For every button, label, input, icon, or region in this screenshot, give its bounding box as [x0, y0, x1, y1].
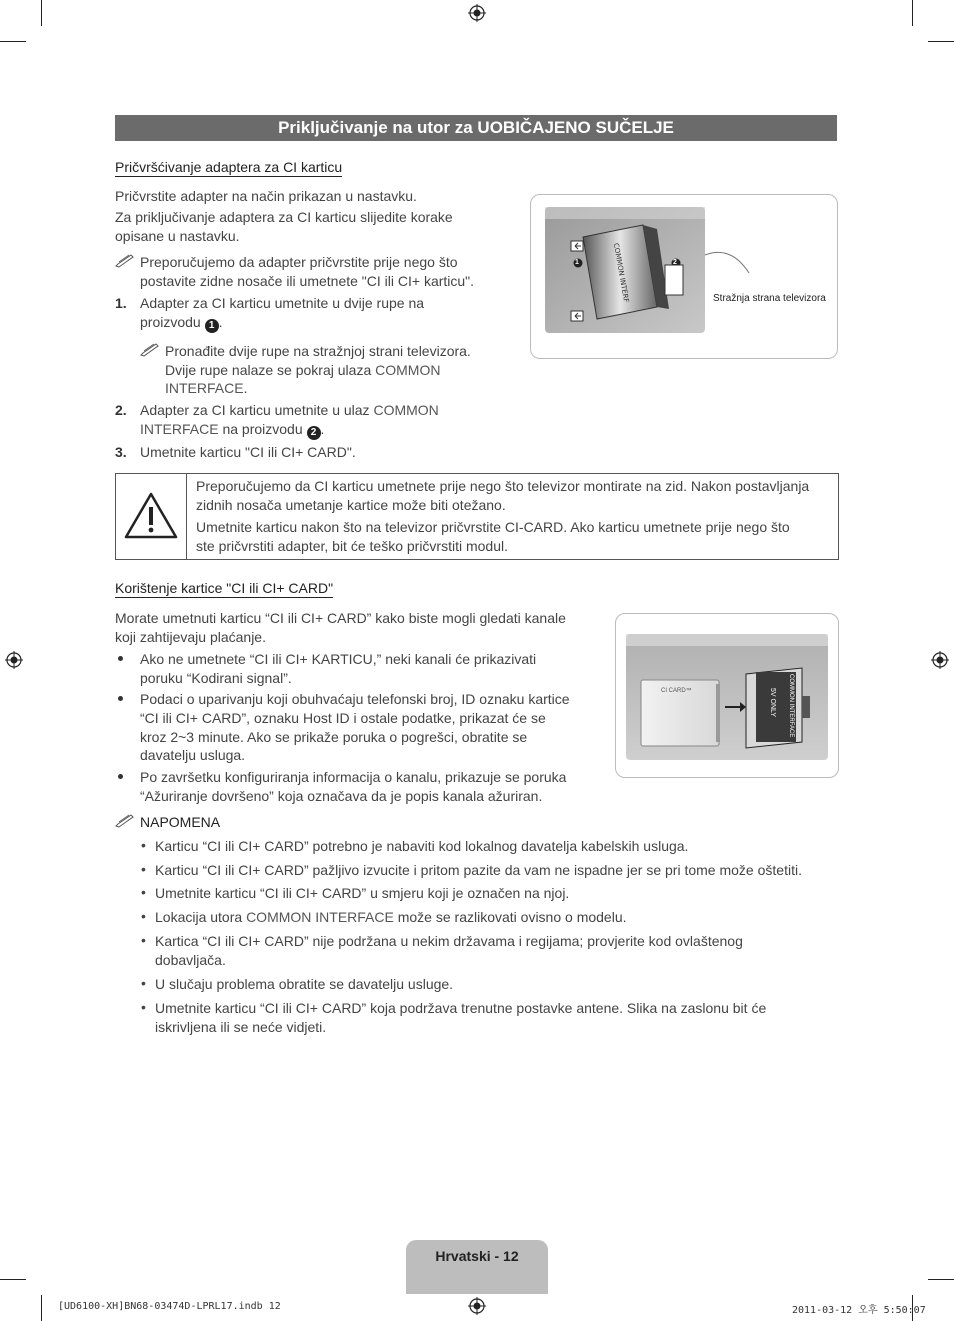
module-label: 5V ONLY — [769, 688, 776, 718]
step-text: Adapter za CI karticu umetnite u ulaz COMMON — [140, 402, 439, 418]
note-item: Karticu “CI ili CI+ CARD” pažljivo izvucite i pritom pazite da vam ne ispadne jer se pri tome može oštetiti. — [155, 862, 802, 878]
note-text: Dvije rupe nalaze se pokraj ulaza COMMON — [165, 362, 441, 378]
adapter-illustration — [531, 195, 837, 358]
fig-marker-1: 1 — [575, 259, 579, 266]
paragraph: Pričvrstite adapter na način prikazan u nastavku. — [115, 188, 417, 204]
bullet — [118, 696, 123, 701]
bullet: • — [141, 861, 146, 877]
warning-box — [115, 473, 839, 560]
figure-caption: Stražnja strana televizora — [713, 293, 826, 304]
paragraph: Za priključivanje adaptera za CI karticu slijedite korake — [115, 209, 453, 225]
pencil-note-icon — [115, 814, 135, 828]
note-item: U slučaju problema obratite se davatelju usluge. — [155, 976, 454, 992]
warning-text: Preporučujemo da CI karticu umetnete prije nego što televizor montirate na zid. Nakon postavljanja — [196, 478, 810, 494]
pencil-note-icon — [140, 343, 160, 357]
note-item: Umetnite karticu “CI ili CI+ CARD” u smjeru koji je označen na njoj. — [155, 885, 570, 901]
note-item: iskrivljena ili se neće vidjeti. — [155, 1019, 327, 1035]
bullet: • — [141, 884, 146, 900]
module-label: COMMON INTERFACE — [788, 674, 794, 738]
step-text: proizvodu 1 . — [140, 314, 223, 331]
figure-ci-card — [615, 613, 839, 778]
paragraph: opisane u nastavku. — [115, 228, 240, 244]
note-text: Pronađite dvije rupe na stražnjoj strani televizora. — [165, 343, 471, 359]
warning-text: Umetnite karticu nakon što na televizor pričvrstite CI-CARD. Ako karticu umetnete prije nego što — [196, 519, 790, 535]
page-number-tab — [406, 1240, 548, 1294]
step-text: Adapter za CI karticu umetnite u dvije rupe na — [140, 295, 425, 311]
crop-mark — [912, 0, 913, 26]
marker-2: 2 — [307, 426, 321, 440]
bullet: • — [141, 932, 146, 948]
bullet-text: Podaci o uparivanju koji obuhvaćaju telefonski broj, ID oznaku kartice — [140, 691, 570, 707]
pencil-note-icon — [115, 254, 135, 268]
crop-mark — [928, 41, 954, 42]
note-text: Preporučujemo da adapter pričvrstite prije nego što — [140, 254, 458, 270]
file-info: [UD6100-XH]BN68-03474D-LPRL17.indb 12 — [58, 1301, 281, 1312]
marker-1: 1 — [205, 319, 219, 333]
bullet: • — [141, 999, 146, 1015]
note-heading: NAPOMENA — [140, 814, 221, 830]
bullet-text: poruku “Kodirani signal”. — [140, 670, 292, 686]
step-number: 3. — [115, 444, 127, 460]
paragraph: koji zahtijevaju plaćanje. — [115, 629, 266, 645]
bullet-text: kroz 2~3 minute. Ako se prikaže poruka o pogrešci, obratite se — [140, 729, 528, 745]
bullet — [118, 656, 123, 661]
bullet-text: Po završetku konfiguriranja informacija o kanalu, prikazuje se poruka — [140, 769, 567, 785]
note-item: Kartica “CI ili CI+ CARD” nije podržana u nekim državama i regijama; provjerite kod ovlaštenog — [155, 933, 743, 949]
note-item: Umetnite karticu “CI ili CI+ CARD” koja podržava trenutne postavke antene. Slika na zaslonu bit će — [155, 1000, 767, 1016]
warning-divider — [186, 474, 187, 559]
bullet: • — [141, 837, 146, 853]
step-number: 2. — [115, 402, 127, 418]
note-item: dobavljača. — [155, 952, 226, 968]
note-item: Lokacija utora COMMON INTERFACE može se razlikovati ovisno o modelu. — [155, 909, 627, 925]
card-label: CI CARD™ — [661, 688, 692, 694]
registration-mark-icon — [468, 1297, 486, 1315]
step-text: INTERFACE na proizvodu 2 . — [140, 421, 325, 438]
bullet-text: “Ažuriranje dovršeno” koja označava da je popis kanala ažuriran. — [140, 788, 543, 804]
bullet: • — [141, 908, 146, 924]
step-text: Umetnite karticu "CI ili CI+ CARD". — [140, 444, 356, 460]
section-heading: Korištenje kartice "CI ili CI+ CARD" — [115, 580, 334, 596]
bullet-text: “CI ili CI+ CARD”, oznaku Host ID i ostale podatke, prikazat će se — [140, 710, 546, 726]
paragraph: Morate umetnuti karticu “CI ili CI+ CARD” kako biste mogli gledati kanale — [115, 610, 566, 626]
ci-card-illustration — [616, 614, 838, 777]
fig-marker-2: 2 — [673, 259, 677, 266]
date-info: 2011-03-12 오후 5:50:07 — [792, 1305, 926, 1316]
crop-mark — [928, 1279, 954, 1280]
note-text: INTERFACE. — [165, 380, 248, 396]
page-title: Priključivanje na utor za UOBIČAJENO SUČELJE — [115, 115, 837, 141]
crop-mark — [0, 1279, 26, 1280]
note-item: Karticu “CI ili CI+ CARD” potrebno je nabaviti kod lokalnog davatelja kabelskih usluga. — [155, 838, 689, 854]
registration-mark-icon — [468, 4, 486, 22]
adapter-engraving: COMMON INTERF — [611, 242, 631, 304]
warning-text: ste pričvrstiti adapter, bit će teško pričvrstiti modul. — [196, 538, 508, 554]
crop-mark — [0, 41, 26, 42]
crop-mark — [41, 0, 42, 26]
page-label: Hrvatski - 12 — [435, 1248, 519, 1264]
bullet-text: davatelju usluga. — [140, 747, 246, 763]
step-number: 1. — [115, 295, 127, 311]
bullet — [118, 774, 123, 779]
figure-adapter — [530, 194, 838, 359]
warning-triangle-icon — [124, 491, 178, 539]
registration-mark-icon — [931, 651, 949, 669]
registration-mark-icon — [5, 651, 23, 669]
bullet-text: Ako ne umetnete “CI ili CI+ KARTICU,” neki kanali će prikazivati — [140, 651, 537, 667]
bullet: • — [141, 975, 146, 991]
section-heading: Pričvršćivanje adaptera za CI karticu — [115, 159, 343, 175]
note-text: postavite zidne nosače ili umetnete "CI ili CI+ karticu". — [140, 273, 475, 289]
crop-mark — [41, 1295, 42, 1321]
warning-text: zidnih nosača umetanje kartice može biti otežano. — [196, 497, 506, 513]
